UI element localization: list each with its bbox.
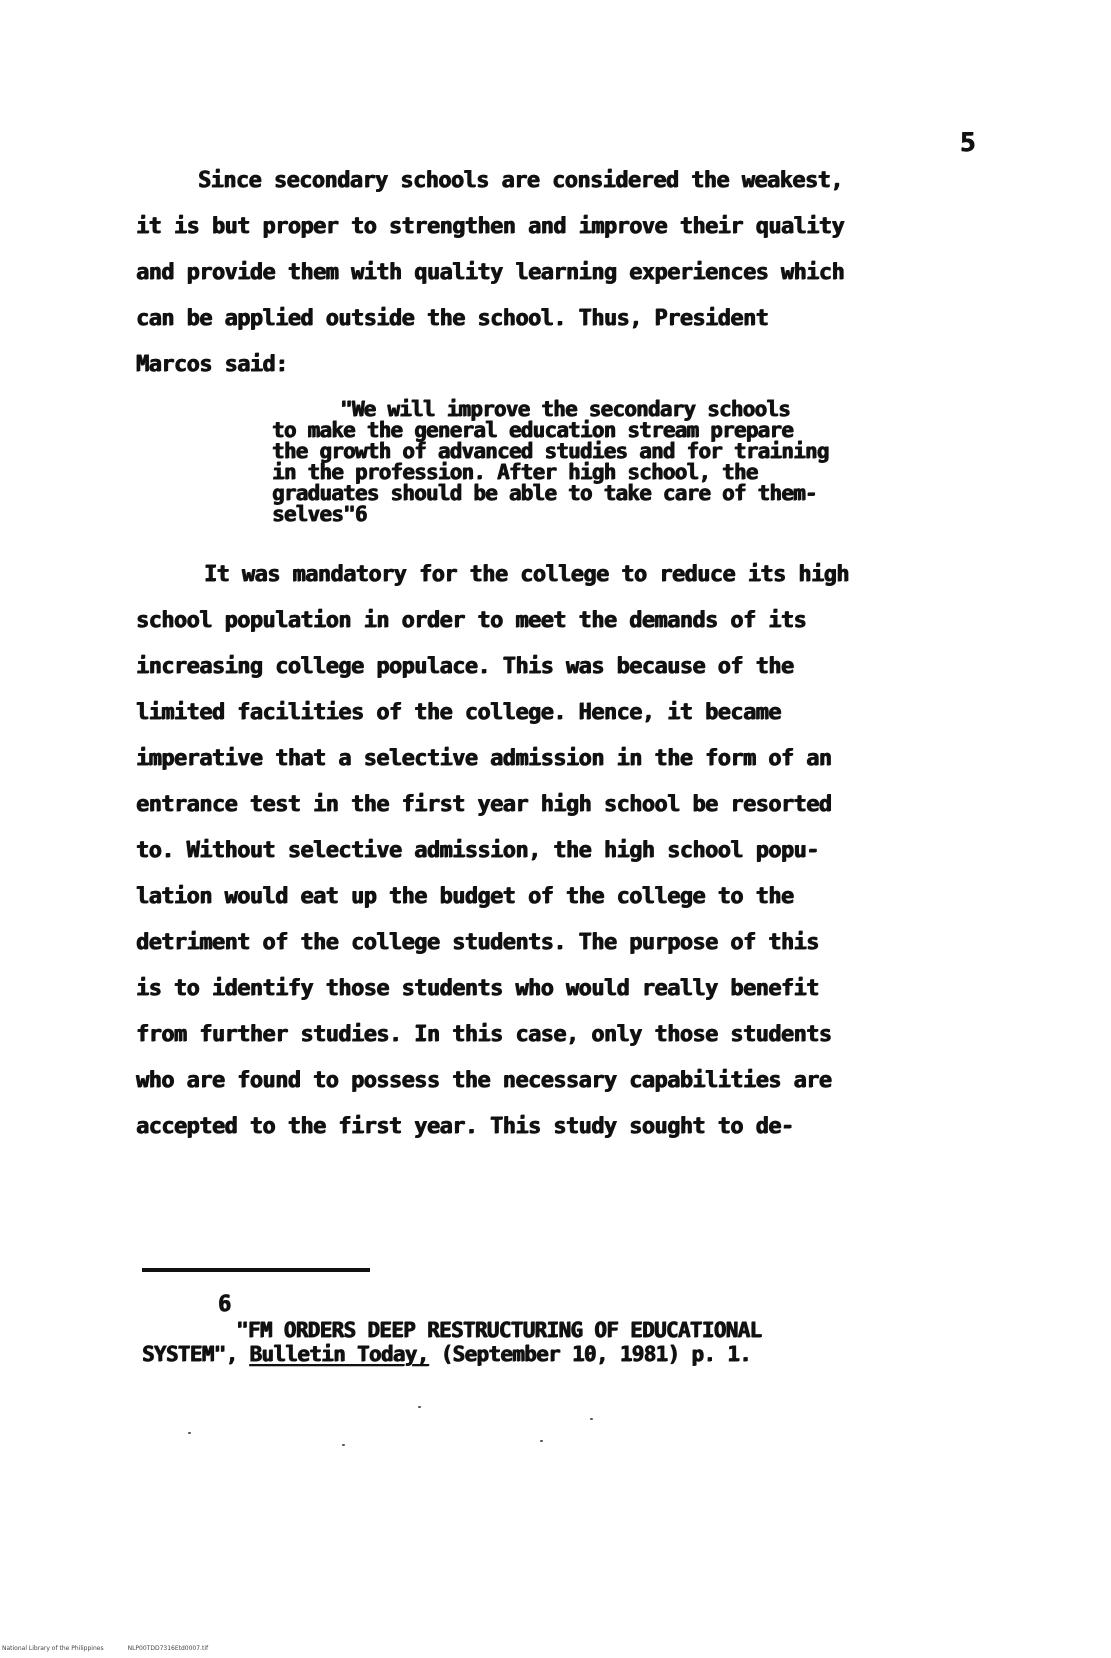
quote-line: to make the general education stream prepare (272, 418, 794, 442)
scan-speck (342, 1444, 345, 1446)
paragraph-line: it is but proper to strengthen and improve their quality (136, 214, 845, 239)
scan-speck (188, 1432, 191, 1434)
paragraph-line: Marcos said: (136, 352, 288, 377)
quote-line: selves"6 (272, 502, 367, 526)
paragraph-line: and provide them with quality learning experiences which (136, 260, 845, 285)
footnote-citation-start: SYSTEM", (142, 1342, 250, 1366)
paragraph-line: imperative that a selective admission in the form of an (136, 746, 832, 771)
paragraph-line: can be applied outside the school. Thus, President (136, 306, 769, 331)
paragraph-line: It was mandatory for the college to reduce its high (204, 562, 849, 587)
paragraph-line: who are found to possess the necessary capabilities are (136, 1068, 832, 1093)
quote-line: the growth of advanced studies and for training (272, 439, 829, 463)
scan-file-name: NLP00TDD7316Etd0007.tif (127, 1645, 209, 1652)
footnote-divider (142, 1268, 370, 1272)
footnote-source-title: Bulletin Today, (249, 1342, 429, 1366)
footnote-line: "FM ORDERS DEEP RESTRUCTURING OF EDUCATIONAL (236, 1318, 762, 1342)
quote-line: in the profession. After high school, the (272, 460, 758, 484)
paragraph-line: to. Without selective admission, the high school popu- (136, 838, 819, 863)
footnote-citation-end: (September 10, 1981) p. 1. (428, 1342, 752, 1366)
paragraph-line: lation would eat up the budget of the college to the (136, 884, 794, 909)
paragraph-line: detriment of the college students. The purpose of this (136, 930, 819, 955)
page-number: 5 (960, 128, 976, 158)
paragraph-line: entrance test in the first year high school be resorted (136, 792, 832, 817)
scan-footer (2, 1645, 232, 1653)
paragraph-line: school population in order to meet the demands of its (136, 608, 807, 633)
quote-line: "We will improve the secondary schools (340, 397, 791, 421)
paragraph-line: Since secondary schools are considered the weakest, (198, 168, 843, 193)
quote-line: graduates should be able to take care of them- (272, 481, 817, 505)
scan-speck (540, 1440, 543, 1442)
library-credit: National Library of the Philippines (2, 1645, 104, 1652)
paragraph-line: is to identify those students who would really benefit (136, 976, 819, 1001)
paragraph-line: accepted to the first year. This study sought to de- (136, 1114, 794, 1139)
paragraph-line: increasing college populace. This was because of the (136, 654, 794, 679)
footnote-line (142, 1342, 751, 1366)
paragraph-line: from further studies. In this case, only those students (136, 1022, 832, 1047)
footnote-mark: 6 (218, 1292, 232, 1317)
scan-speck (418, 1406, 421, 1408)
scan-speck (590, 1418, 593, 1420)
paragraph-line: limited facilities of the college. Hence, it became (136, 700, 781, 725)
